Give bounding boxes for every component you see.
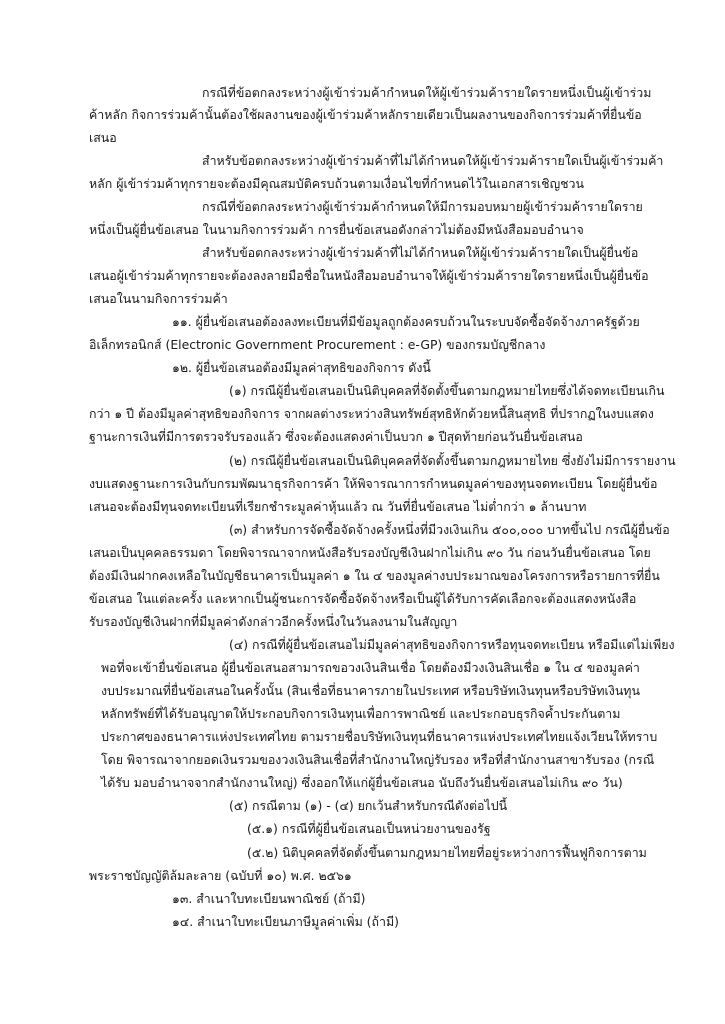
text-line: พอที่จะเข้ายื่นข้อเสนอ ผู้ยื่นข้อเสนอสามารถขอวงเงินสินเชื่อ โดยต้องมีวงเงินสินเชื่อ ๑ ใน ๔ ของมูลค่า — [101, 660, 640, 675]
text-line: สำหรับข้อตกลงระหว่างผู้เข้าร่วมค้าที่ไม่ได้กำหนดให้ผู้เข้าร่วมค้ารายใดเป็นผู้เข้าร่วมค้า — [202, 153, 664, 168]
text-line: ฐานะการเงินที่มีการตรวจรับรองแล้ว ซึ่งจะต้องแสดงค่าเป็นบวก ๑ ปีสุดท้ายก่อนวันยื่นข้อเสนอ — [89, 429, 583, 444]
text-line: เสนอ — [89, 130, 117, 145]
text-line: กรณีที่ข้อตกลงระหว่างผู้เข้าร่วมค้ากำหนดให้มีการมอบหมายผู้เข้าร่วมค้ารายใดราย — [202, 199, 643, 214]
text-line: เสนอเป็นบุคคลธรรมดา โดยพิจารณาจากหนังสือรับรองบัญชีเงินฝากไม่เกิน ๙๐ วัน ก่อนวันยื่นข้อเสนอ โดย — [89, 545, 651, 560]
text-line: อิเล็กทรอนิกส์ (Electronic Government Procurement : e-GP) ของกรมบัญชีกลาง — [89, 337, 546, 352]
text-line: ข้อเสนอ ในแต่ละครั้ง และหากเป็นผู้ชนะการจัดซื้อจัดจ้างหรือเป็นผู้ได้รับการคัดเลือกจะต้องแสดงหนังสือ — [89, 591, 637, 606]
text-line: (๕) กรณีตาม (๑) - (๔) ยกเว้นสำหรับกรณีดังต่อไปนี้ — [229, 798, 508, 813]
text-line: รับรองบัญชีเงินฝากที่มีมูลค่าดังกล่าวอีกครั้งหนึ่งในวันลงนามในสัญญา — [89, 614, 458, 629]
text-line: เสนอจะต้องมีทุนจดทะเบียนที่เรียกชำระมูลค่าหุ้นแล้ว ณ วันที่ยื่นข้อเสนอ ไม่ต่ำกว่า ๑ ล้านบาท — [89, 499, 587, 514]
text-line: พระราชบัญญัติล้มละลาย (ฉบับที่ ๑๐) พ.ศ. ๒๕๖๑ — [89, 868, 352, 883]
clause-12-heading: ๑๒. ผู้ยื่นข้อเสนอต้องมีมูลค่าสุทธิของกิจการ ดังนี้ — [172, 360, 431, 375]
text-line: ได้รับ มอบอำนาจจากสำนักงานใหญ่) ซึ่งออกให้แก่ผู้ยื่นข้อเสนอ นับถึงวันยื่นข้อเสนอไม่เกิน ๙๐ วัน) — [101, 775, 623, 790]
text-line: กรณีที่ข้อตกลงระหว่างผู้เข้าร่วมค้ากำหนดให้ผู้เข้าร่วมค้ารายใดรายหนึ่งเป็นผู้เข้าร่วม — [202, 85, 652, 100]
text-line: งบประมาณที่ยื่นข้อเสนอในครั้งนั้น (สินเชื่อที่ธนาคารภายในประเทศ หรือบริษัทเงินทุนหรือบริษัทเงินทุน — [101, 683, 640, 698]
text-line: หลักทรัพย์ที่ได้รับอนุญาตให้ประกอบกิจการเงินทุนเพื่อการพาณิชย์ และประกอบธุรกิจค้ำประกันตาม — [101, 706, 621, 721]
text-line: โดย พิจารณาจากยอดเงินรวมของวงเงินสินเชื่อที่สำนักงานใหญ่รับรอง หรือที่สำนักงานสาขารับรอง (กรณี — [101, 752, 655, 767]
clause-13-heading: ๑๓. สำเนาใบทะเบียนพาณิชย์ (ถ้ามี) — [172, 891, 366, 906]
text-line: ค้าหลัก กิจการร่วมค้านั้นต้องใช้ผลงานของผู้เข้าร่วมค้าหลักรายเดียวเป็นผลงานของกิจการร่วมค้าที่ยื่นข้อ — [89, 107, 642, 122]
text-line: เสนอในนามกิจการร่วมค้า — [89, 291, 228, 306]
text-line: งบแสดงฐานะการเงินกับกรมพัฒนาธุรกิจการค้า ให้พิจารณาการกำหนดมูลค่าของทุนจดทะเบียน โดยผู้ยื่นข้อ — [89, 476, 658, 491]
text-line: (๕.๒) นิติบุคคลที่จัดตั้งขึ้นตามกฎหมายไทยที่อยู่ระหว่างการฟื้นฟูกิจการตาม — [247, 845, 647, 860]
text-line: หลัก ผู้เข้าร่วมค้าทุกรายจะต้องมีคุณสมบัติครบถ้วนตามเงื่อนไขที่กำหนดไว้ในเอกสารเชิญชวน — [89, 176, 584, 191]
text-line: ต้องมีเงินฝากคงเหลือในบัญชีธนาคารเป็นมูลค่า ๑ ใน ๔ ของมูลค่างบประมาณของโครงการหรือรายการที่ยื่น — [89, 568, 660, 583]
clause-14-heading: ๑๔. สำเนาใบทะเบียนภาษีมูลค่าเพิ่ม (ถ้ามี) — [172, 914, 399, 929]
text-line: ประกาศของธนาคารแห่งประเทศไทย ตามรายชื่อบริษัทเงินทุนที่ธนาคารแห่งประเทศไทยแจ้งเวียนให้ทราบ — [101, 729, 658, 744]
text-line: สำหรับข้อตกลงระหว่างผู้เข้าร่วมค้าที่ไม่ได้กำหนดให้ผู้เข้าร่วมค้ารายใดเป็นผู้ยื่นข้อ — [202, 245, 639, 260]
text-line: (๔) กรณีที่ผู้ยื่นข้อเสนอไม่มีมูลค่าสุทธิของกิจการหรือทุนจดทะเบียน หรือมีแต่ไม่เพียง — [229, 637, 675, 652]
text-line: กว่า ๑ ปี ต้องมีมูลค่าสุทธิของกิจการ จากผลต่างระหว่างสินทรัพย์สุทธิหักด้วยหนี้สินสุทธิ ที่ปรากฏในงบแสดง — [89, 406, 654, 421]
text-line: (๕.๑) กรณีที่ผู้ยื่นข้อเสนอเป็นหน่วยงานของรัฐ — [247, 821, 491, 836]
text-line: (๓) สำหรับการจัดซื้อจัดจ้างครั้งหนึ่งที่มีวงเงินเกิน ๕๐๐,๐๐๐ บาทขึ้นไป กรณีผู้ยื่นข้อ — [229, 522, 670, 537]
clause-11-heading: ๑๑. ผู้ยื่นข้อเสนอต้องลงทะเบียนที่มีข้อมูลถูกต้องครบถ้วนในระบบจัดซื้อจัดจ้างภาครัฐด้วย — [172, 314, 640, 329]
text-line: หนึ่งเป็นผู้ยื่นข้อเสนอ ในนามกิจการร่วมค้า การยื่นข้อเสนอดังกล่าวไม่ต้องมีหนังสือมอบอำนาจ — [89, 222, 584, 237]
text-line: เสนอผู้เข้าร่วมค้าทุกรายจะต้องลงลายมือชื่อในหนังสือมอบอำนาจให้ผู้เข้าร่วมค้ารายใดรายหนึ่งเป็นผู้ยื่นข้อ — [89, 268, 649, 283]
text-line: (๑) กรณีผู้ยื่นข้อเสนอเป็นนิติบุคคลที่จัดตั้งขึ้นตามกฎหมายไทยซึ่งได้จดทะเบียนเกิน — [229, 383, 665, 398]
text-line: (๒) กรณีผู้ยื่นข้อเสนอเป็นนิติบุคคลที่จัดตั้งขึ้นตามกฎหมายไทย ซึ่งยังไม่มีการรายงาน — [229, 453, 676, 468]
